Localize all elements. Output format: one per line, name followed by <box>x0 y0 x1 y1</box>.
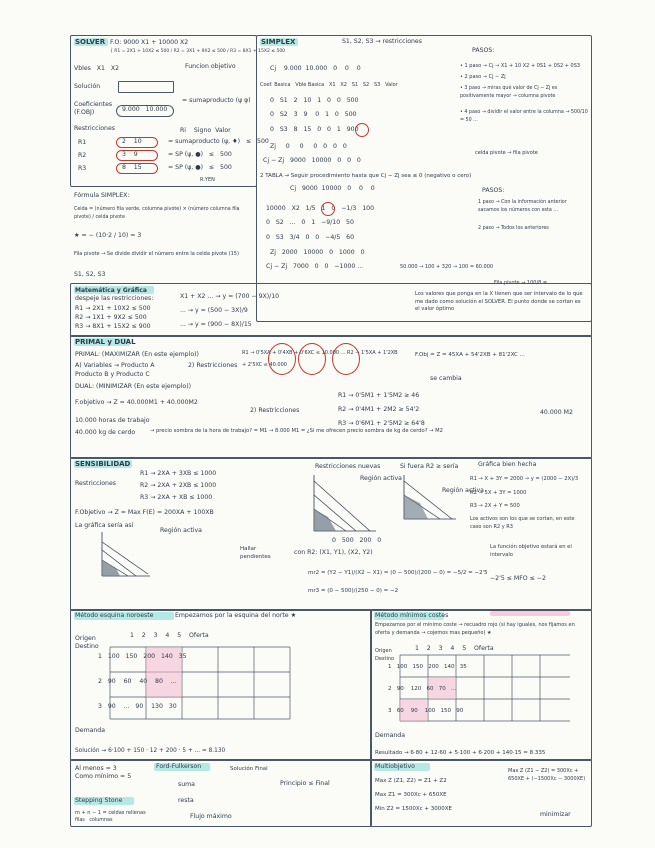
grafica-r1: R1 → 2X1 + 10X2 ≤ 500 <box>75 305 151 312</box>
ford-solucion: Solución Final <box>230 766 268 772</box>
primal-d1: R1 → 0'5M1 + 1'5M2 ≥ 46 <box>338 392 420 399</box>
grafica-r2: R2 → 1X1 + 9X2 ≤ 500 <box>75 314 147 321</box>
simplex-t2-row1: 10000 X2 1/5 1 0 −1/3 100 <box>266 205 375 212</box>
noroeste-sub: Empezamos por la esquina del norte ★ <box>175 612 297 619</box>
primal-a2: Producto B y Producto C <box>75 371 150 378</box>
solver-constraints-note: { R1 = 2X1 + 10X2 ≤ 500 / R2 = 3X1 + 9X2 ≤ 500 / R3 = 8X1 + 15X2 ≤ 500 <box>110 49 286 54</box>
solver-coef: Coeficientes <box>74 101 113 108</box>
multi-title: Multiobjetivo <box>375 763 415 770</box>
simplex-p2: • 2 paso → Cj − Zj <box>460 74 506 80</box>
sens-r2: R2 → 2XA + 2XB ≤ 1000 <box>140 482 217 489</box>
noroeste-destino: Destino <box>75 643 99 650</box>
ford-flujo: Flujo máximo <box>190 813 232 820</box>
noroeste-r1: 1 100 150 200 140 35 <box>98 653 187 660</box>
sens-grafica: La gráfica sería así <box>75 522 134 529</box>
simplex-fila-pivote: Fila pivote → Se divide dividir el número entre la celda pivote (15) <box>74 251 239 257</box>
sens-activos: Los activos son los que se cortan, en este caso son R2 y R3 <box>470 516 575 530</box>
primal-m2: 40.000 M2 <box>540 409 573 416</box>
simplex-formula: Fórmula SIMPLEX: <box>74 192 130 199</box>
solver-r1-vals: 2 10 <box>122 138 142 145</box>
sens-fn: La función objetivo estará en el intervalo <box>490 544 572 558</box>
simplex-celda: Celda = (número fila verde, columna pivote) × (número columna fila pivote) / celda pivote <box>74 207 240 220</box>
pivot-circle-2 <box>321 202 335 216</box>
ford-resta: resta <box>178 797 194 804</box>
solver-r2-sum: = SP (ψ, ●) ≤ 500 <box>168 151 232 158</box>
simplex-p5: celda pivote → fila pivote <box>475 150 538 156</box>
col-circle-3 <box>332 343 360 375</box>
stepping-m: m + n − 1 = celdas rellenas <box>75 810 146 816</box>
primal-restr: 2) Restricciones <box>188 362 238 369</box>
sens-title: SENSIBILIDAD <box>75 460 131 468</box>
solver-coef-fo: (F.OBJ) <box>74 109 95 116</box>
notes-sheet <box>70 35 590 825</box>
sens-m2: mr2 = (Y2 − Y1)/(X2 − X1) = (0 − 500)/(200 − 0) = −5/2 = −2'5 <box>308 570 488 576</box>
noroeste-solucion: Solución → 6·100 + 150 · 12 + 200 · 5 + ... = 8.130 <box>75 748 226 754</box>
col-circle-2 <box>298 343 326 375</box>
sens-graph-1 <box>98 530 153 580</box>
ford-suma: suma <box>178 781 195 788</box>
simplex-example: ★ = − (10·2 / 10) = 3 <box>74 232 142 239</box>
simplex-t1-row2: 0 S2 3 9 0 1 0 500 <box>270 111 357 118</box>
simplex-t2-cjzj: Cj − Zj 7000 0 0 −1000 ... <box>266 263 364 270</box>
minimos-q1: 1 100 150 200 140 35 <box>388 664 467 670</box>
sens-r3: R3 → 2XA + XB ≤ 1000 <box>140 494 213 501</box>
primal-fobj: F.Obj = Z = 45XA + 54'2XB + 81'2XC ... <box>415 352 525 358</box>
multi-minimizar: minimizar <box>540 811 571 818</box>
solver-r3-sum: = SP (ψ, ●) ≤ 500 <box>168 164 232 171</box>
solver-vars: Vbles X1 X2 <box>74 65 120 72</box>
grafica-r3: R3 → 8X1 + 15X2 ≤ 900 <box>75 323 151 330</box>
sens-fobj: F.Objetivo → Z = Max F(E) = 200XA + 100XB <box>75 509 214 516</box>
simplex-p4: • 4 paso → dividir el valor entre la columna → 500/10 = 50 ... <box>460 110 588 123</box>
sens-restr: Restricciones <box>75 480 117 487</box>
simplex-step2: 2 TABLA → Seguir procedimiento hasta que Cj − Zj sea ≤ 0 (negativo o cero) <box>260 173 472 179</box>
ford-title: Ford-Fulkerson <box>156 763 202 770</box>
ford-principio: Principio ≤ Final <box>280 780 330 787</box>
primal-se-cambia: se cambia <box>430 375 462 382</box>
minimos-resultado: Resultado → 6·80 + 12·60 + 5·100 + 6·200 + 140·15 = 8.335 <box>375 750 546 756</box>
sens-pts: 0 500 200 0 <box>332 537 382 544</box>
ford-al-menos: Al menos = 3 <box>75 765 117 772</box>
sens-int: −2'5 ≤ MFO ≤ −2 <box>490 575 546 582</box>
minimos-origen: Origen Destino <box>375 648 395 662</box>
simplex-t2-header: Cj 9000 10000 0 0 0 <box>290 185 375 192</box>
primal-fobj2: F.objetivo → Z = 40.000M1 + 40.000M2 <box>75 399 198 406</box>
solver-r1-sum: = sumaproducto (ψ, ♦) ≤ 500 <box>168 138 269 145</box>
solver-r3-vals: 8 15 <box>122 164 142 171</box>
solver-ryen: R.YEN <box>200 177 215 183</box>
primal-d2: R2 → 0'4M1 + 2M2 ≥ 54'2 <box>338 406 420 413</box>
simplex-t2-row3: 0 S3 3/4 0 0 −4/5 60 <box>266 234 355 241</box>
simplex-s123: S1, S2, S3 <box>74 271 106 278</box>
simplex-t2-zj: Zj 2000 10000 0 1000 0 <box>270 249 365 256</box>
grafica-title: Matemática y Gráfica <box>75 287 147 294</box>
simplex-t2-row2: 0 S2 ... 0 1 −9/10 50 <box>266 219 354 226</box>
simplex-q2: 2 paso → Todos los anteriores <box>478 226 549 231</box>
simplex-rhs: 50.000 → 100 + 320 → 100 = 60.000 <box>400 264 494 270</box>
primal-a1: A) Variables → Producto A <box>75 362 155 369</box>
simplex-p3: • 3 paso → miras qué valor de Cj − Zj es positivamente mayor → columna pivote <box>460 86 558 99</box>
sens-si-fuera: Si fuera R2 ≥ sería <box>400 463 459 470</box>
solver-sumaproducto: = sumaproducto (ψ φ) <box>182 97 251 104</box>
noroeste-demanda: Demanda <box>75 727 106 734</box>
highlight <box>490 611 570 616</box>
sens-graph-3 <box>400 473 460 523</box>
stepping-filas: filas columnas <box>75 818 113 823</box>
stepping-title: Stepping Stone <box>75 797 123 804</box>
minimos-cols: 1 2 3 4 5 Oferta <box>415 645 494 652</box>
simplex-t1-zj: Zj 0 0 0 0 0 0 <box>270 143 347 150</box>
sens-grafica-hecha: Gráfica bien hecha <box>478 461 537 468</box>
col-circle-1 <box>268 343 296 375</box>
primal-horas: 10.000 horas de trabajo <box>75 417 150 424</box>
primal-restr2: 2) Restricciones <box>250 407 300 414</box>
sens-m3: mr3 = (0 − 500)/(250 − 0) = −2 <box>308 588 399 594</box>
sens-con: con R2: (X1, Y1), (X2, Y2) <box>294 549 373 556</box>
sens-region-activa: Región activa <box>160 527 202 534</box>
ford-camino: Como mínimo = 5 <box>75 773 132 780</box>
minimos-sub: Empezamos por el mínimo coste → recuadro rojo (si hay iguales, nos fijamos en oferta y demanda → cojemos mas pequeño) ★ <box>375 622 575 636</box>
simplex-q1: 1 paso → Con la información anterior sacamos los números con esta ... <box>478 200 567 213</box>
primal-matrix: R1 → 0'5XA + 0'4XB + 0'6XC ≤ 10.000 ... R2 → 1'5XA + 1'2XB + 2'5XC ≤ 40.000 <box>242 350 398 368</box>
multi-maxz1: Max Z1 = 300Xc + 650XE <box>375 792 447 798</box>
solver-fo: F.O: 9000 X1 + 10000 X2 <box>110 39 189 46</box>
sens-g2: R2 → 5X + 3Y = 1000 <box>470 490 527 496</box>
sens-g3: R3 → 2X + Y = 500 <box>470 503 520 509</box>
solver-solucion: Solución <box>74 83 101 90</box>
solver-title: SOLVER <box>75 38 106 46</box>
sens-hallar: Hallar pendientes <box>240 546 271 560</box>
minimos-title: Método mínimos costes <box>375 612 449 619</box>
multi-max: Max Z (Z1, Z2) = Z1 + Z2 <box>375 778 447 784</box>
minimos-q3: 3 60 90 100 150 90 <box>388 708 464 714</box>
pivot-circle <box>355 123 369 137</box>
primal-kg: 40.000 kg de cerdo <box>75 429 136 436</box>
noroeste-r3: 3 90 ... 90 130 30 <box>98 703 177 710</box>
primal-d3: R3 → 0'6M1 + 2'5M2 ≥ 64'8 <box>338 420 425 427</box>
simplex-p1: • 1 paso → Cj → X1 + 10 X2 + 0S1 + 0S2 + 0S3 <box>460 63 581 69</box>
simplex-pasos2: PASOS: <box>482 187 505 194</box>
solver-r1: R1 <box>78 139 87 146</box>
solver-ri-header: Ri Signo Valor <box>180 127 231 134</box>
simplex-t1-cjzj: Cj − Zj 9000 10000 0 0 0 <box>263 157 361 164</box>
sens-region: Región activa <box>360 475 402 482</box>
solucion-box <box>118 81 174 93</box>
noroeste-origen: Origen <box>75 635 96 642</box>
simplex-t1-header: Cj 9.000 10.000 0 0 0 <box>270 65 361 72</box>
solver-restricciones: Restricciones <box>74 125 116 132</box>
multi-minz2: Min Z2 = 1500Xc + 3000XE <box>375 806 453 812</box>
multi-maxz: Max Z (Z1 − Z2) = 300Xc + 650XE + (−1500Xc − 3000XE) <box>508 768 586 782</box>
sens-g1: R1 → X + 3Y = 2000 → y = (2000 − 2X)/3 <box>470 476 579 482</box>
sens-region2: Región activa <box>442 487 484 494</box>
solver-r2: R2 <box>78 152 87 159</box>
primal-precio: → precio sombra de la hora de trabajo? = M1 → 8.000 M1 = ¿Si me ofrecen precio sombra de kg de cerdo? → M2 <box>150 428 443 434</box>
solver-r3: R3 <box>78 165 87 172</box>
simplex-note: S1, S2, S3 → restricciones <box>342 38 422 45</box>
sens-restr-nuevas: Restricciones nuevas <box>315 463 381 470</box>
primal-primal: PRIMAL: (MAXIMIZAR (En este ejemplo)) <box>75 351 199 358</box>
noroeste-r2: 2 90 60 40 80 ... <box>98 678 177 685</box>
minimos-q2: 2 90 120 60 70 ... <box>388 686 457 692</box>
grafica-m2: ... → y = (500 − 3X)/9 <box>180 307 248 314</box>
minimos-demanda: Demanda <box>375 732 406 739</box>
simplex-t1-cols: Coef. Basica Vble Basica X1 X2 S1 S2 S3 Valor <box>260 82 398 88</box>
simplex-title: SIMPLEX <box>261 38 296 46</box>
grafica-m3: ... → y = (900 − 8X)/15 <box>180 321 252 328</box>
simplex-t1-row1: 0 S1 2 10 1 0 0 500 <box>270 97 359 104</box>
grafica-desp: despeje las restricciones: <box>75 295 154 302</box>
simplex-t1-row3: 0 S3 8 15 0 0 1 900 <box>270 126 359 133</box>
primal-title: PRIMAL y DUAL <box>75 338 136 346</box>
sens-r1: R1 → 2XA + 3XB ≤ 1000 <box>140 470 217 477</box>
simplex-fila-piv2: Fila pivote → 100/8 = ... <box>494 280 554 286</box>
primal-dual: DUAL: (MINIMIZAR (En este ejemplo)) <box>75 383 192 390</box>
noroeste-cols: 1 2 3 4 5 Oferta <box>130 632 209 639</box>
simplex-pasos: PASOS: <box>472 47 495 54</box>
grafica-note: Los valores que ponga en la X tienen que ser intervalo de lo que me dado como solución el SOLVER. El punto donde se cortan es el valor óptimo <box>415 291 583 312</box>
solver-r2-vals: 3 9 <box>122 151 138 158</box>
solver-coef-vals: 9.000 10.000 <box>122 106 168 113</box>
noroeste-title: Método esquina noroeste <box>75 612 154 619</box>
grafica-m1: X1 + X2 ... → y = (700 − 9X)/10 <box>180 293 280 300</box>
solver-fo-label: Funcion objetivo <box>185 63 236 70</box>
